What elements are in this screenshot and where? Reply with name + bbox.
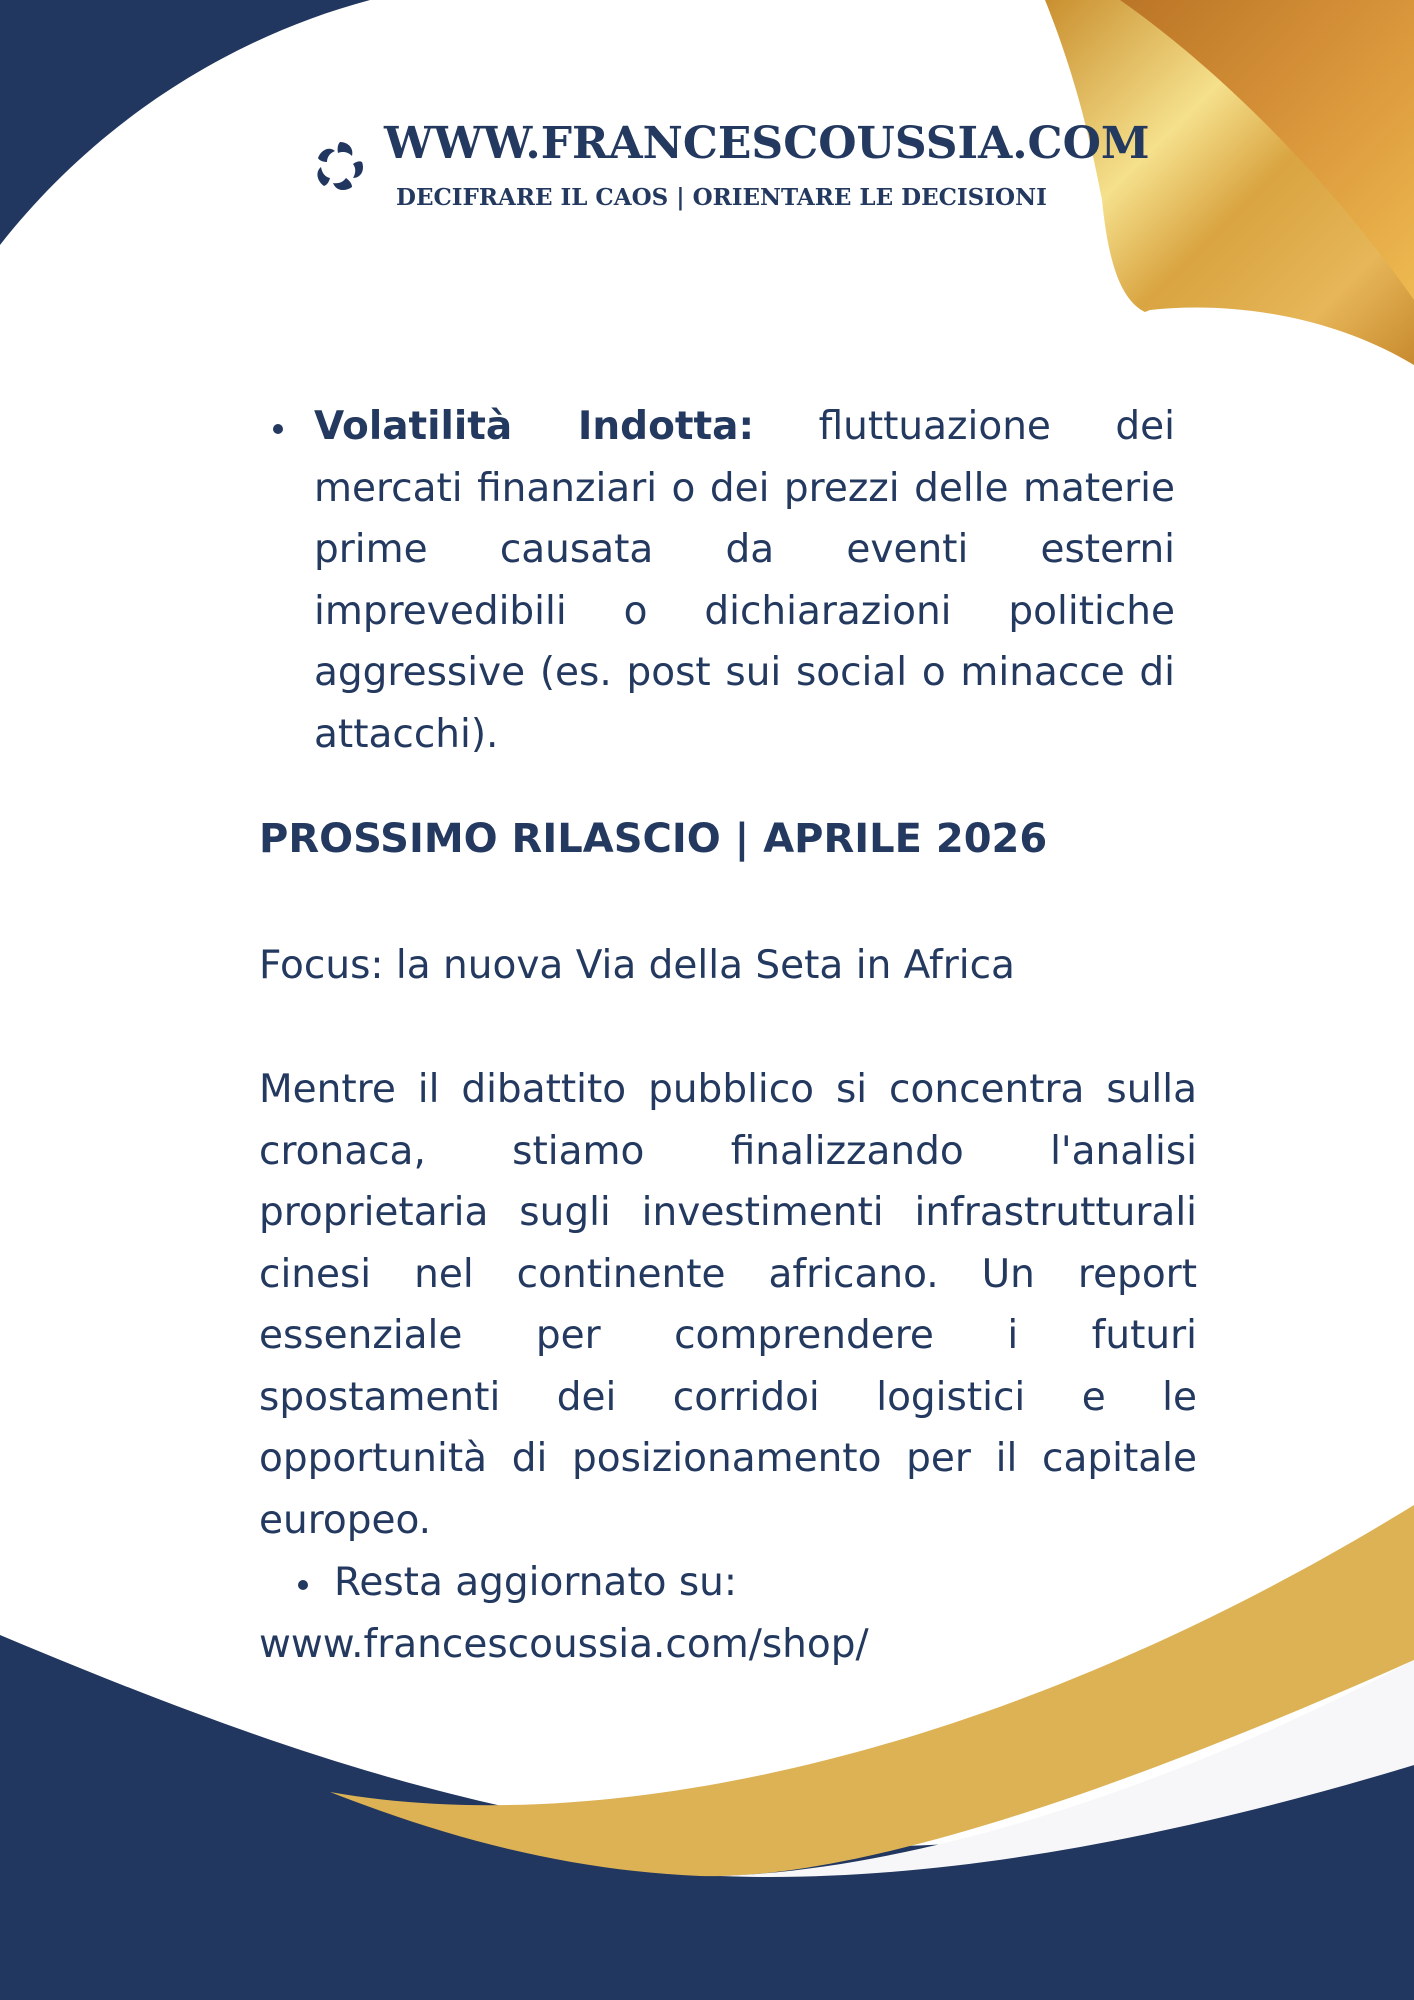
body-paragraph: Mentre il dibattito pubblico si concentra sulla cronaca, stiamo finalizzando l'analisi proprietaria sugli investimenti infrastrutturali cinesi nel continente africano. Un report essenziale per comprendere i futuri spostamenti dei corridoi logistici e le opportunità di posizionamento per il capitale europeo. (259, 1067, 1197, 1543)
bullet-dot (273, 424, 283, 434)
shop-link[interactable]: www.francescoussia.com/shop/ (259, 1622, 869, 1667)
site-header (300, 118, 1150, 228)
definition-term: Volatilità Indotta: (314, 404, 755, 449)
swirl-logo-icon (310, 136, 370, 196)
release-heading: PROSSIMO RILASCIO | APRILE 2026 (259, 816, 1048, 862)
bullet-dot (298, 1580, 308, 1590)
update-text: Resta aggiornato su: (334, 1560, 738, 1605)
definition-body: fluttuazione dei mercati finanziari o dei prezzi delle materie prime causata da eventi esterni imprevedibili o dichiarazioni politiche aggressive (es. post sui social o minacce di attacchi). (314, 404, 1175, 757)
definition-text (314, 396, 1175, 765)
site-url[interactable]: WWW.FRANCESCOUSSIA.COM (384, 118, 1150, 169)
focus-line: Focus: la nuova Via della Seta in Africa (259, 943, 1015, 988)
tagline: DECIFRARE IL CAOS | ORIENTARE LE DECISIONI (396, 184, 1047, 211)
